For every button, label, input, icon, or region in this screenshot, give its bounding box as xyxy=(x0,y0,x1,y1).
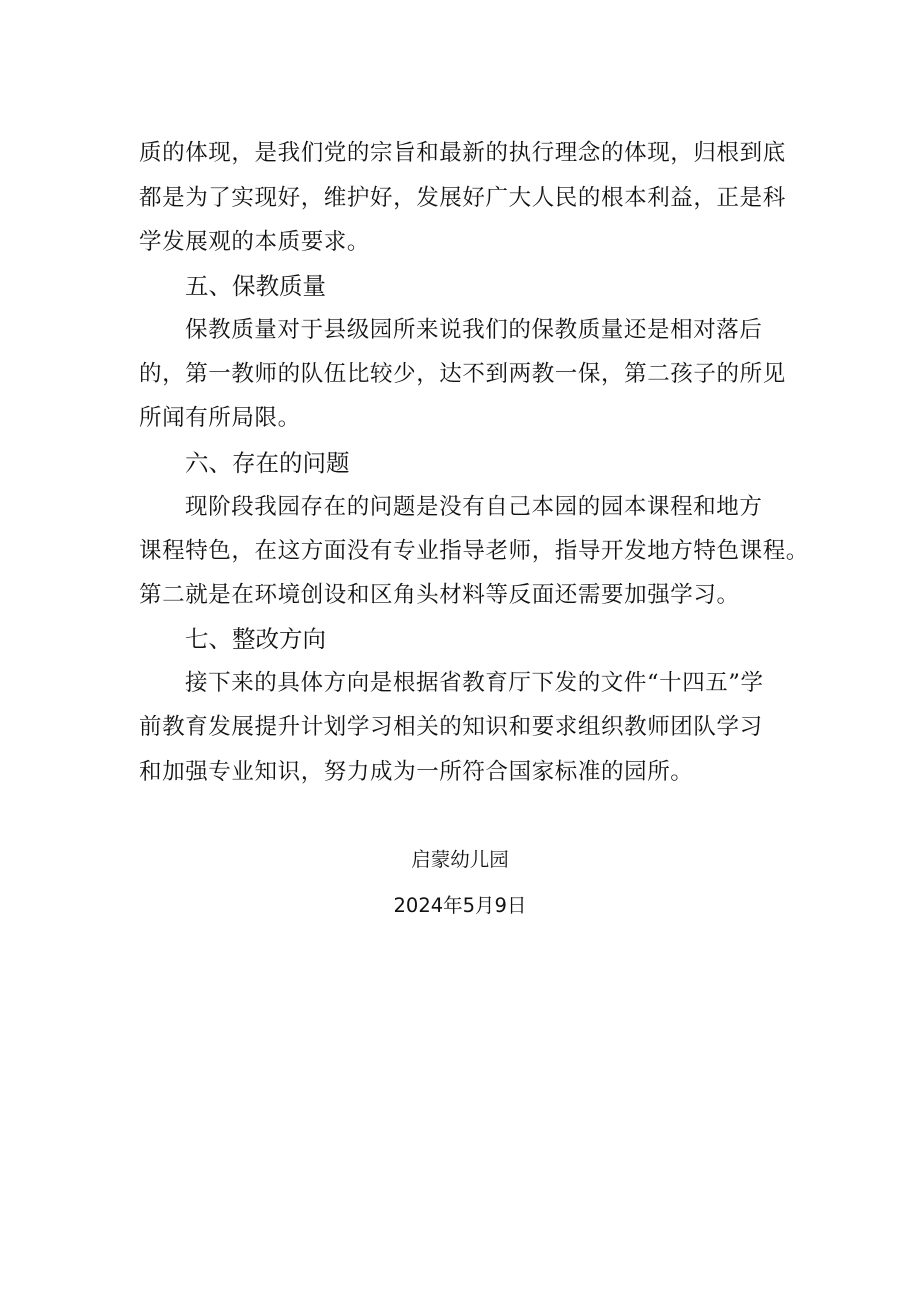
intro-line-2: 都是为了实现好，维护好，发展好广大人民的根本利益，正是科 xyxy=(139,185,786,211)
section-line: 所闻有所局限。 xyxy=(139,405,301,431)
section-line: 保教质量对于县级园所来说我们的保教质量还是相对落后 xyxy=(185,317,763,343)
section-line: 第二就是在环境创设和区角头材料等反面还需要加强学习。 xyxy=(139,582,740,608)
intro-line-3: 学发展观的本质要求。 xyxy=(139,229,371,255)
signature-date: 2024年5月9日 xyxy=(393,894,527,917)
section-heading: 七、整改方向 xyxy=(185,625,326,653)
section-line: 和加强专业知识，努力成为一所符合国家标准的园所。 xyxy=(139,759,694,785)
section-line: 接下来的具体方向是根据省教育厅下发的文件“十四五”学 xyxy=(185,670,764,696)
section-line: 现阶段我园存在的问题是没有自己本园的园本课程和地方 xyxy=(185,494,763,520)
intro-line-1: 质的体现，是我们党的宗旨和最新的执行理念的体现，归根到底 xyxy=(139,140,786,166)
section-heading: 六、存在的问题 xyxy=(185,449,350,477)
section-line: 课程特色，在这方面没有专业指导老师，指导开发地方特色课程。 xyxy=(139,538,809,564)
section-line: 的，第一教师的队伍比较少，达不到两教一保，第二孩子的所见 xyxy=(139,361,786,387)
section-line: 前教育发展提升计划学习相关的知识和要求组织教师团队学习 xyxy=(139,714,763,740)
signature-org: 启蒙幼儿园 xyxy=(411,848,509,871)
section-heading: 五、保教质量 xyxy=(185,272,326,300)
